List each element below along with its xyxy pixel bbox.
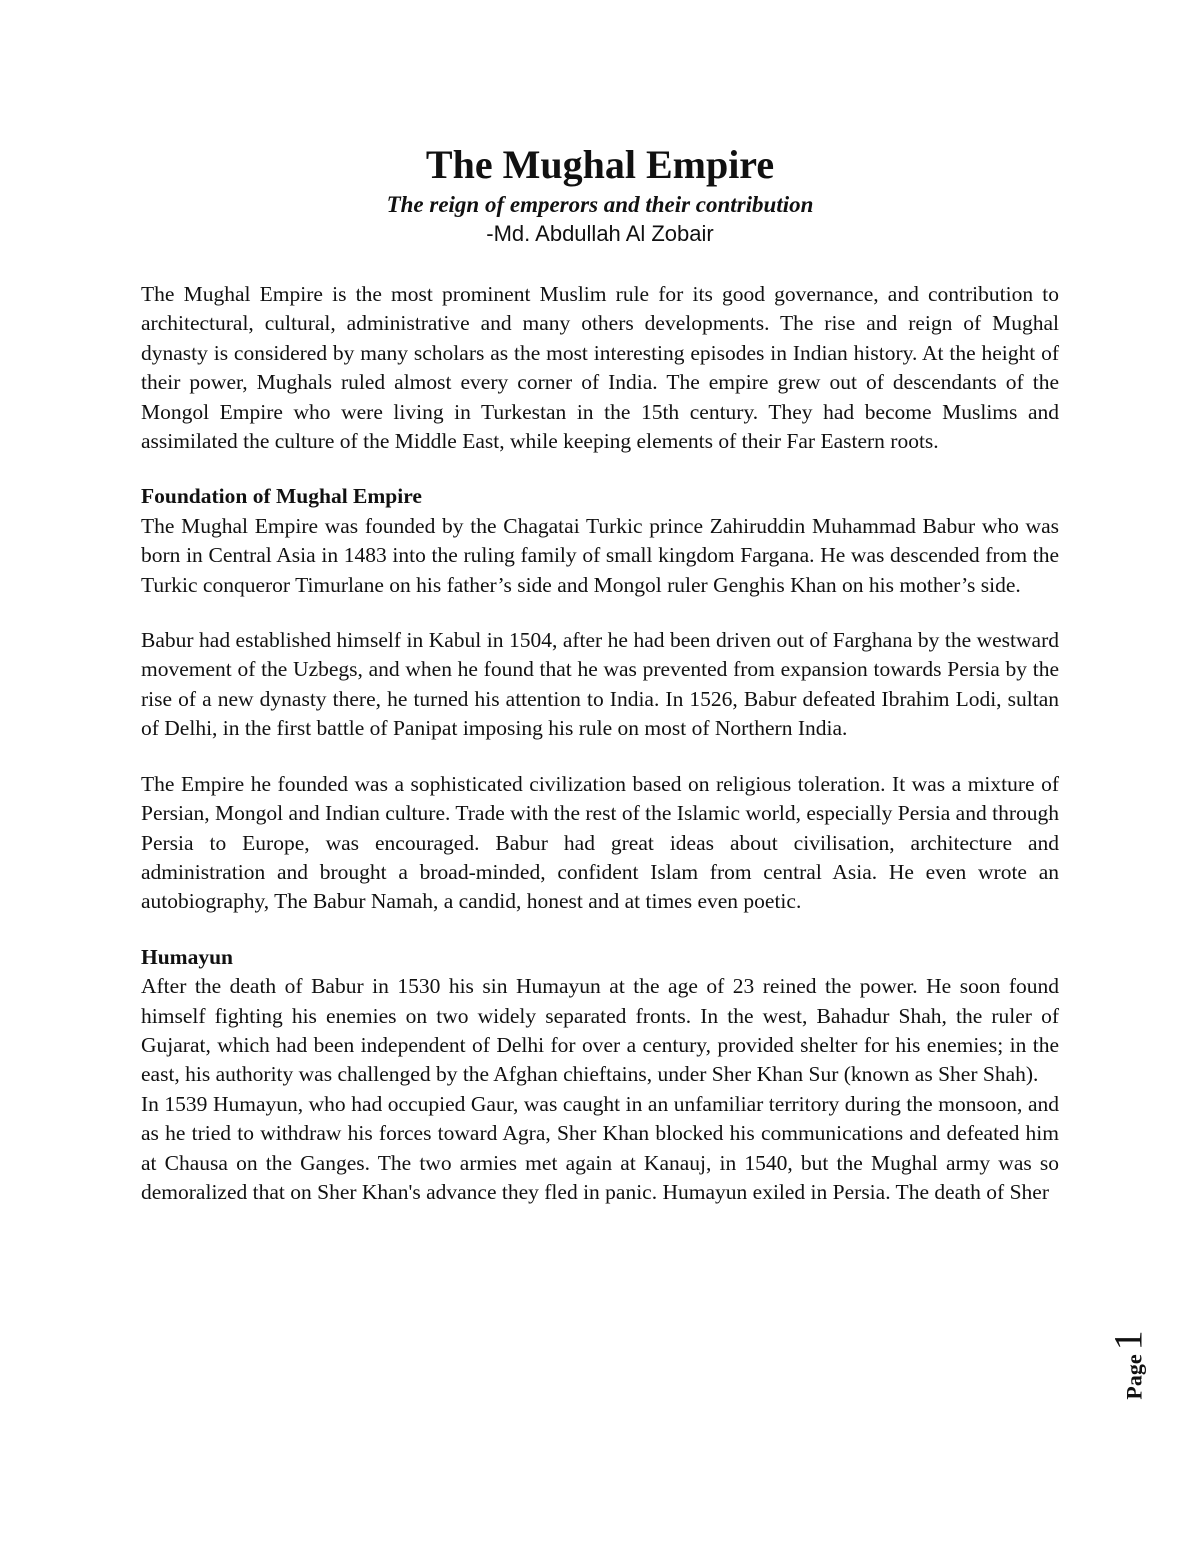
document-title: The Mughal Empire <box>425 142 775 187</box>
paragraph: The Mughal Empire was founded by the Chagatai Turkic prince Zahiruddin Muhammad Babur who was born in Central Asia in 1483 into the ruling family of small kingdom Fargana. He was descended from the Turkic conqueror Timurlane on his father’s side and Mongol ruler Genghis Khan on his mother’s side. <box>141 513 1059 597</box>
paragraph: After the death of Babur in 1530 his sin Humayun at the age of 23 reined the power. He soon found himself fighting his enemies on two widely separated fronts. In the west, Bahadur Shah, the ruler of Gujarat, which had been independent of Delhi for over a century, provided shelter for his enemies; in the east, his authority was challenged by the Afghan chieftains, under Sher Khan Sur (known as Sher Shah). <box>141 974 1059 1087</box>
section-heading-humayun: Humayun <box>141 944 234 969</box>
intro-paragraph: The Mughal Empire is the most prominent Muslim rule for its good governance, and contribution to architectural, cultural, administrative and many others developments. The rise and reign of Mughal dynasty is considered by many scholars as the most interesting episodes in Indian history. At the height of their power, Mughals ruled almost every corner of India. The empire grew out of descendants of the Mongol Empire who were living in Turkestan in the 15th century. They had become Muslims and assimilated the culture of the Middle East, while keeping elements of their Far Eastern roots. <box>141 282 1059 454</box>
section-heading-foundation: Foundation of Mughal Empire <box>141 484 422 509</box>
paragraph: The Empire he founded was a sophisticated civilization based on religious toleration. It was a mixture of Persian, Mongol and Indian culture. Trade with the rest of the Islamic world, especially Persia and through Persia to Europe, was encouraged. Babur had great ideas about civilisation, architecture and administration and brought a broad-minded, confident Islam from central Asia. He even wrote an autobiography, The Babur Namah, a candid, honest and at times even poetic. <box>141 771 1059 914</box>
page-number <box>1105 1320 1151 1410</box>
page-label: Page <box>1121 1354 1147 1400</box>
document-author: -Md. Abdullah Al Zobair <box>486 221 714 246</box>
paragraph: In 1539 Humayun, who had occupied Gaur, was caught in an unfamiliar territory during the monsoon, and as he tried to withdraw his forces toward Agra, Sher Khan blocked his communications and defeated him at Chausa on the Ganges. The two armies met again at Kanauj, in 1540, but the Mughal army was so demoralized that on Sher Khan's advance they fled in panic. Humayun exiled in Persia. The death of Sher <box>141 1091 1059 1204</box>
paragraph: Babur had established himself in Kabul in 1504, after he had been driven out of Farghana by the westward movement of the Uzbegs, and when he found that he was prevented from expansion towards Persia by the rise of a new dynasty there, he turned his attention to India. In 1526, Babur defeated Ibrahim Lodi, sultan of Delhi, in the first battle of Panipat imposing his rule on most of Northern India. <box>141 628 1059 741</box>
document-subtitle: The reign of emperors and their contribution <box>386 192 814 217</box>
page-number-value: 1 <box>1105 1330 1151 1351</box>
document-page <box>141 140 1059 1207</box>
